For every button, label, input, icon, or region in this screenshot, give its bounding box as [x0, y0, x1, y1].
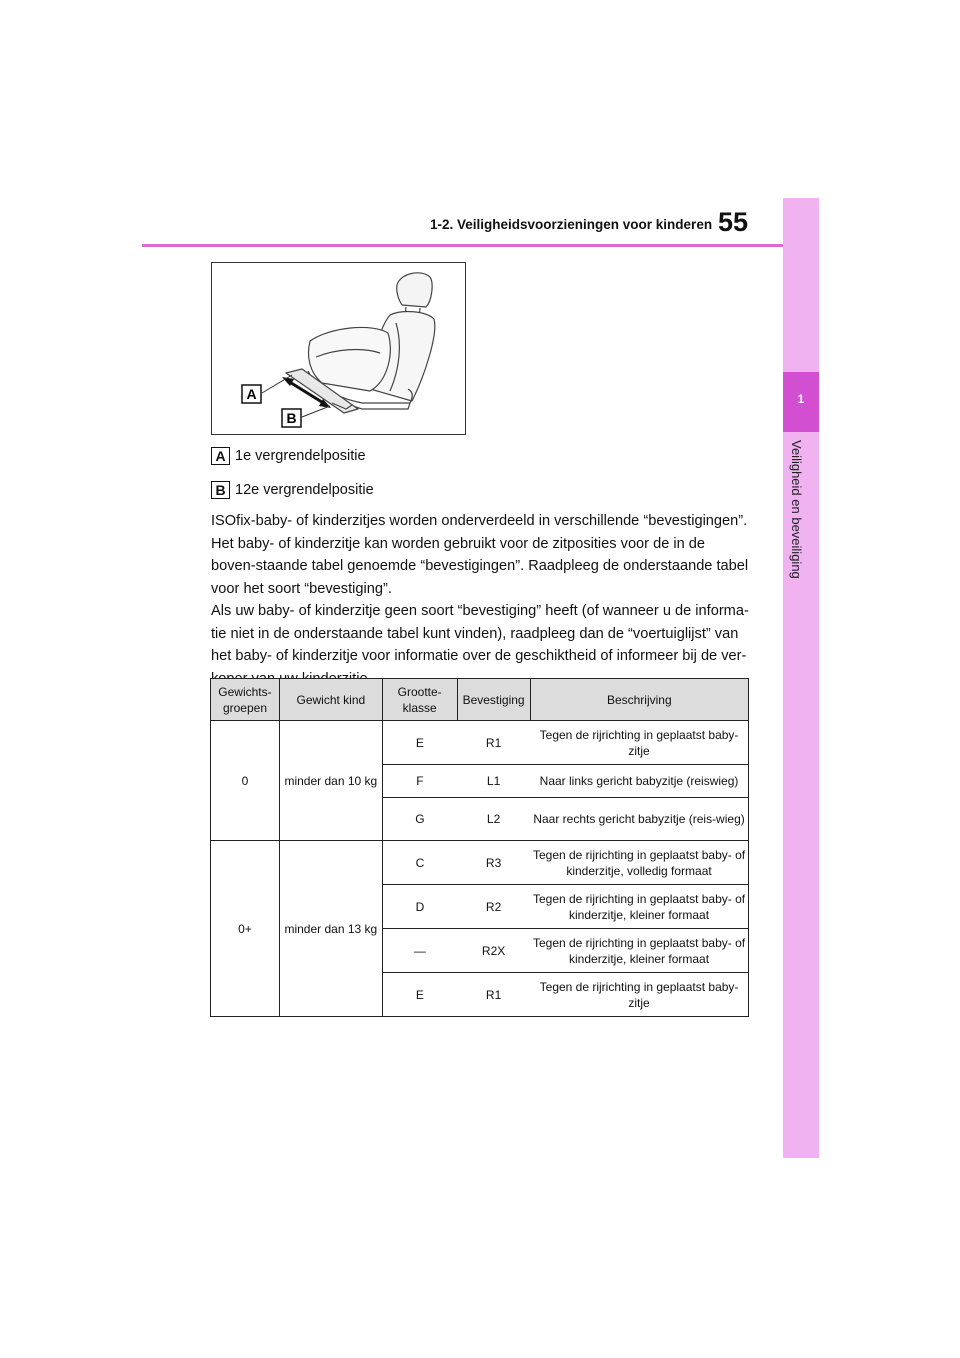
size-class-cell: E — [382, 721, 457, 765]
chapter-number: 1 — [797, 392, 805, 406]
description-cell: Tegen de rijrichting in geplaatst baby- of kinderzitje, volledig formaat — [530, 841, 748, 885]
header-fixture: Bevestiging — [457, 679, 530, 721]
size-class-cell: — — [382, 929, 457, 973]
legend-badge-b: B — [211, 481, 230, 499]
weight-cell: minder dan 10 kg — [279, 721, 382, 841]
fixture-table — [210, 678, 749, 1017]
legend-text-b: 12e vergrendelpositie — [235, 482, 374, 498]
size-class-cell: D — [382, 885, 457, 929]
fixture-cell: L1 — [457, 765, 530, 798]
fixture-cell: R1 — [457, 973, 530, 1017]
legend-item-a — [211, 447, 366, 465]
legend-badge-a: A — [211, 447, 230, 465]
paragraph-2: Als uw baby- of kinderzitje geen soort “bevestiging” heeft (of wanneer u de informa-tie niet in de onderstaande tabel kunt vinden), raadpleeg dan de “voertuiglijst” van het baby- of kinderzitje voor informatie over de geschiktheid of informeer bij de ver- — [211, 603, 749, 664]
body-text — [211, 510, 751, 690]
weight-cell: minder dan 13 kg — [279, 841, 382, 1017]
figure-label-a: A — [246, 386, 257, 402]
chapter-side-tab — [783, 198, 819, 1158]
fixture-cell: R2 — [457, 885, 530, 929]
figure-label-b: B — [286, 410, 297, 426]
size-class-cell: E — [382, 973, 457, 1017]
section-title: 1-2. Veiligheidsvoorzieningen voor kinderen — [430, 217, 713, 232]
description-cell: Tegen de rijrichting in geplaatst baby-zitje — [530, 973, 748, 1017]
description-cell: Naar rechts gericht babyzitje (reis-wieg) — [530, 798, 748, 841]
description-cell: Tegen de rijrichting in geplaatst baby- of kinderzitje, kleiner formaat — [530, 885, 748, 929]
header-description: Beschrijving — [530, 679, 748, 721]
seat-illustration — [211, 262, 466, 435]
description-cell: Tegen de rijrichting in geplaatst baby- of kinderzitje, kleiner formaat — [530, 929, 748, 973]
page-number: 55 — [718, 207, 749, 237]
group-cell: 0 — [211, 721, 280, 841]
table-header-row — [211, 679, 749, 721]
header-child-weight: Gewicht kind — [279, 679, 382, 721]
fixture-cell: L2 — [457, 798, 530, 841]
description-cell: Naar links gericht babyzitje (reiswieg) — [530, 765, 748, 798]
paragraph-1: ISOfix-baby- of kinderzitjes worden onderverdeeld in verschillende “bevestigingen”. Het baby- of kinderzitje kan worden gebruikt voor de zitposities voor de in de boven-staande tabel genoemde “bevestigingen”. Raadpleeg de onderstaande tabel voor het soort “bevestiging”. — [211, 513, 749, 597]
table-row — [211, 841, 749, 885]
fixture-cell: R1 — [457, 721, 530, 765]
size-class-cell: F — [382, 765, 457, 798]
header-size-class: Grootte-klasse — [382, 679, 457, 721]
header-weight-group: Gewichts-groepen — [211, 679, 280, 721]
fixture-cell: R3 — [457, 841, 530, 885]
seat-drawing — [212, 263, 465, 434]
chapter-title: Veiligheid en beveiliging — [789, 440, 804, 579]
header-divider — [142, 244, 790, 247]
table-row — [211, 721, 749, 765]
legend-item-b — [211, 481, 374, 499]
fixture-cell: R2X — [457, 929, 530, 973]
description-cell: Tegen de rijrichting in geplaatst baby-zitje — [530, 721, 748, 765]
legend-text-a: 1e vergrendelpositie — [235, 448, 366, 464]
group-cell: 0+ — [211, 841, 280, 1017]
size-class-cell: G — [382, 798, 457, 841]
size-class-cell: C — [382, 841, 457, 885]
